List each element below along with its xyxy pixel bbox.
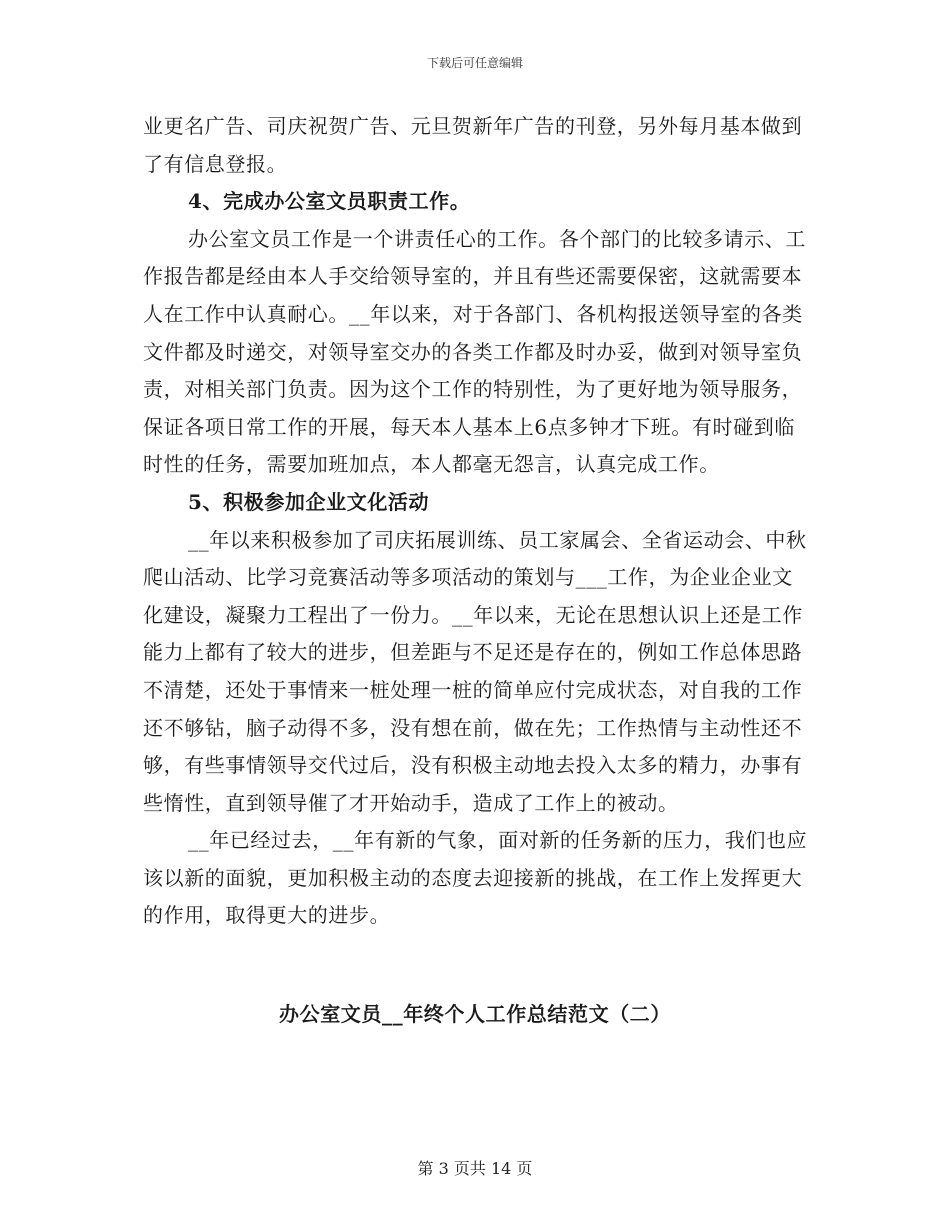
paragraph-outlook: __年已经过去，__年有新的气象，面对新的任务新的压力，我们也应该以新的面貌，更加积极主动的态度去迎接新的挑战，在工作上发挥更大的作用，取得更大的进步。 [143,828,808,928]
paragraph-duties: 办公室文员工作是一个讲责任心的工作。各个部门的比较多请示、工作报告都是经由本人手交给领导室的，并且有些还需要保密，这就需要本人在工作中认真耐心。__年以来，对于各部门、各机构报送领导室的各类文件都及时递交，对领导室交办的各类工作都及时办妥，做到对领导室负责，对相关部门负责。因为这个工作的特别性，为了更好地为领导服务，保证各项日常工作的开展，每天本人基本上6点多钟才下班。有时碰到临时性的任务，需要加班加点，本人都毫无怨言，认真完成工作。 [143,226,806,477]
page-footer: 第 3 页共 14 页 [417,1159,533,1178]
paragraph-continuation: 业更名广告、司庆祝贺广告、元旦贺新年广告的刊登，另外每月基本做到了有信息登报。 [143,114,803,176]
document-title: 办公室文员__年终个人工作总结范文（二） [279,1002,671,1026]
page-header: 下载后可任意编辑 [426,56,523,70]
section-heading-4: 4、完成办公室文员职责工作。 [188,189,471,214]
section-heading-5: 5、积极参加企业文化活动 [188,489,430,514]
paragraph-activities: __年以来积极参加了司庆拓展训练、员工家属会、全省运动会、中秋爬山活动、比学习竞赛活动等多项活动的策划与___工作，为企业企业文化建设，凝聚力工程出了一份力。__年以来，无论在思想认识上还是工作能力上都有了较大的进步，但差距与不足还是存在的，例如工作总体思路不清楚，还处于事情来一桩处理一桩的简单应付完成状态，对自我的工作还不够钻，脑子动得不多，没有想在前，做在先；工作热情与主动性还不够，有些事情领导交代过后，没有积极主动地去投入太多的精力，办事有些惰性，直到领导催了才开始动手，造成了工作上的被动。 [143,527,807,815]
document-body [143,108,811,935]
